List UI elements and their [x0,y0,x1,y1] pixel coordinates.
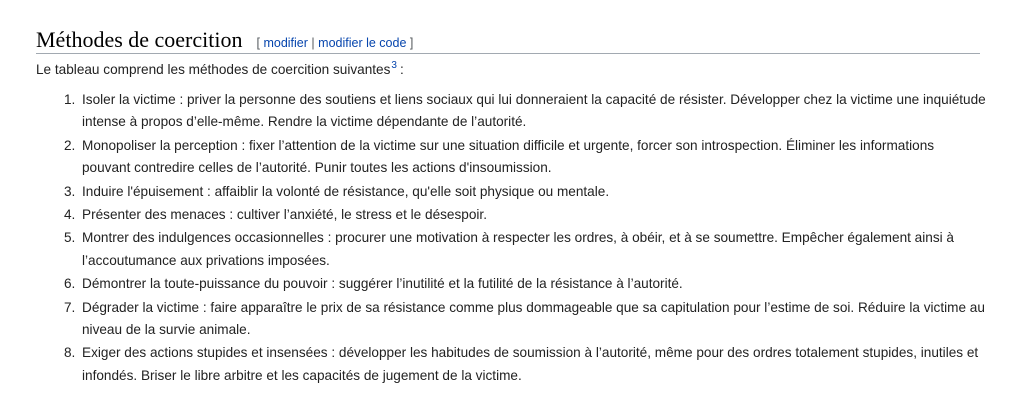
list-item [64,273,986,295]
list-item-text: Présenter des menaces : cultiver l’anxiété, le stress et le désespoir. [82,207,487,223]
list-item-number: 7. [64,299,76,315]
reference-link[interactable]: 3 [391,60,397,71]
list-item-number: 5. [64,230,76,246]
list-item-number: 3. [64,183,76,199]
edit-code-link[interactable]: modifier le code [318,36,407,50]
list-item-text: Induire l'épuisement : affaiblir la volonté de résistance, qu'elle soit physique ou mentale. [82,183,610,199]
section-heading [36,26,980,54]
list-item [64,204,986,226]
list-item [64,181,986,203]
list-item-text: Isoler la victime : priver la personne des soutiens et liens sociaux qui lui donneraient la capacité de résister. Développer chez la victime une inquiétude intense à propos d’elle-même. Rendre la victime dépendante de l’autorité. [82,92,986,130]
list-item-number: 1. [64,92,76,107]
intro-suffix: : [399,62,404,77]
list-item-number: 6. [64,276,76,292]
list-item-number: 4. [64,207,76,223]
coercion-methods-list [64,89,986,388]
reference-superscript [391,60,397,71]
edit-separator: | [311,36,315,50]
list-item-text: Monopoliser la perception : fixer l’attention de la victime sur une situation difficile et urgente, forcer son introspection. Éliminer les informations pouvant contredire celles de l’autorité. Punir toutes les actions d'insoumission. [82,137,935,176]
edit-bracket-open: [ [256,36,260,50]
list-item-number: 2. [64,137,76,153]
list-item-text: Démontrer la toute-puissance du pouvoir : suggérer l’inutilité et la futilité de la résistance à l’autorité. [82,276,683,292]
list-item [64,135,986,180]
list-item [64,89,986,134]
list-item [64,227,986,272]
intro-text: Le tableau comprend les méthodes de coercition suivantes [36,62,391,77]
list-item [64,297,986,342]
list-item-text: Montrer des indulgences occasionnelles : procurer une motivation à respecter les ordres, à obéir, et à se soumettre. Empêcher également ainsi à l’accoutumance aux privations imposées. [82,230,954,268]
list-item-number: 8. [64,345,76,361]
edit-section-links [257,36,414,50]
list-item [64,342,986,387]
list-item-text: Exiger des actions stupides et insensées : développer les habitudes de soumission à l’autorité, même pour des ordres totalement stupides, inutiles et infondés. Briser le libre arbitre et les capacités de jugement de la victime. [82,345,979,383]
edit-bracket-close: ] [409,36,414,50]
intro-paragraph [36,60,404,80]
edit-link[interactable]: modifier [263,36,308,50]
list-item-text: Dégrader la victime : faire apparaître le prix de sa résistance comme plus dommageable que sa capitulation pour l’estime de soi. Réduire la victime au niveau de la survie animale. [82,299,985,338]
section-title: Méthodes de coercition [36,27,243,52]
